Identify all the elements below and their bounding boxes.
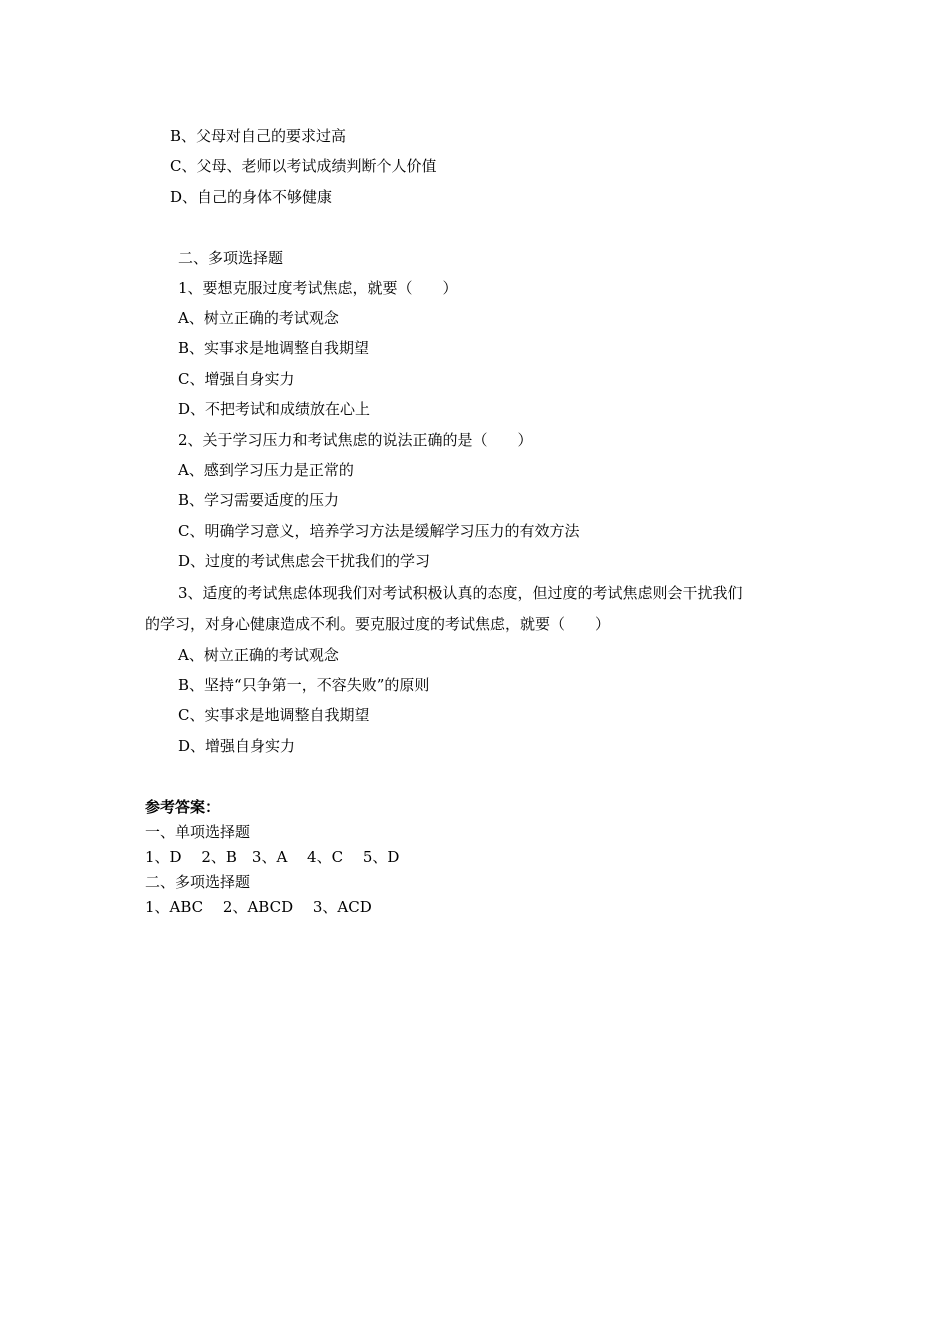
option-b: B、实事求是地调整自我期望 <box>178 339 370 357</box>
option-c: C、父母、老师以考试成绩判断个人价值 <box>170 157 437 175</box>
option-b: B、学习需要适度的压力 <box>178 491 340 509</box>
option-c: C、实事求是地调整自我期望 <box>178 706 370 724</box>
answers-section-1-heading: 一、单项选择题 <box>145 823 251 841</box>
option-b: B、坚持“只争第一，不容失败”的原则 <box>178 676 430 694</box>
option-d: D、自己的身体不够健康 <box>170 188 333 206</box>
question-stem: 2、关于学习压力和考试焦虑的说法正确的是（ ） <box>178 431 533 449</box>
question-stem-line-2: 的学习，对身心健康造成不利。要克服过度的考试焦虑，就要（ ） <box>145 615 611 633</box>
option-a: A、树立正确的考试观念 <box>178 309 339 327</box>
option-c: C、明确学习意义，培养学习方法是缓解学习压力的有效方法 <box>178 522 580 540</box>
option-b: B、父母对自己的要求过高 <box>170 127 347 145</box>
answers-section-2-heading: 二、多项选择题 <box>145 873 251 891</box>
section-heading-multiple-choice: 二、多项选择题 <box>178 249 284 267</box>
option-c: C、增强自身实力 <box>178 370 295 388</box>
answers-title: 参考答案： <box>145 798 221 816</box>
answers-section-1: 1、D 2、B 3、A 4、C 5、D <box>145 848 400 866</box>
question-stem-line-1: 3、适度的考试焦虑体现我们对考试积极认真的态度，但过度的考试焦虑则会干扰我们 <box>178 584 743 602</box>
option-d: D、不把考试和成绩放在心上 <box>178 400 371 418</box>
option-a: A、树立正确的考试观念 <box>178 646 339 664</box>
option-a: A、感到学习压力是正常的 <box>178 461 354 479</box>
answers-section-2: 1、ABC 2、ABCD 3、ACD <box>145 898 372 916</box>
question-stem: 1、要想克服过度考试焦虑，就要（ ） <box>178 279 458 297</box>
option-d: D、过度的考试焦虑会干扰我们的学习 <box>178 552 431 570</box>
option-d: D、增强自身实力 <box>178 737 296 755</box>
